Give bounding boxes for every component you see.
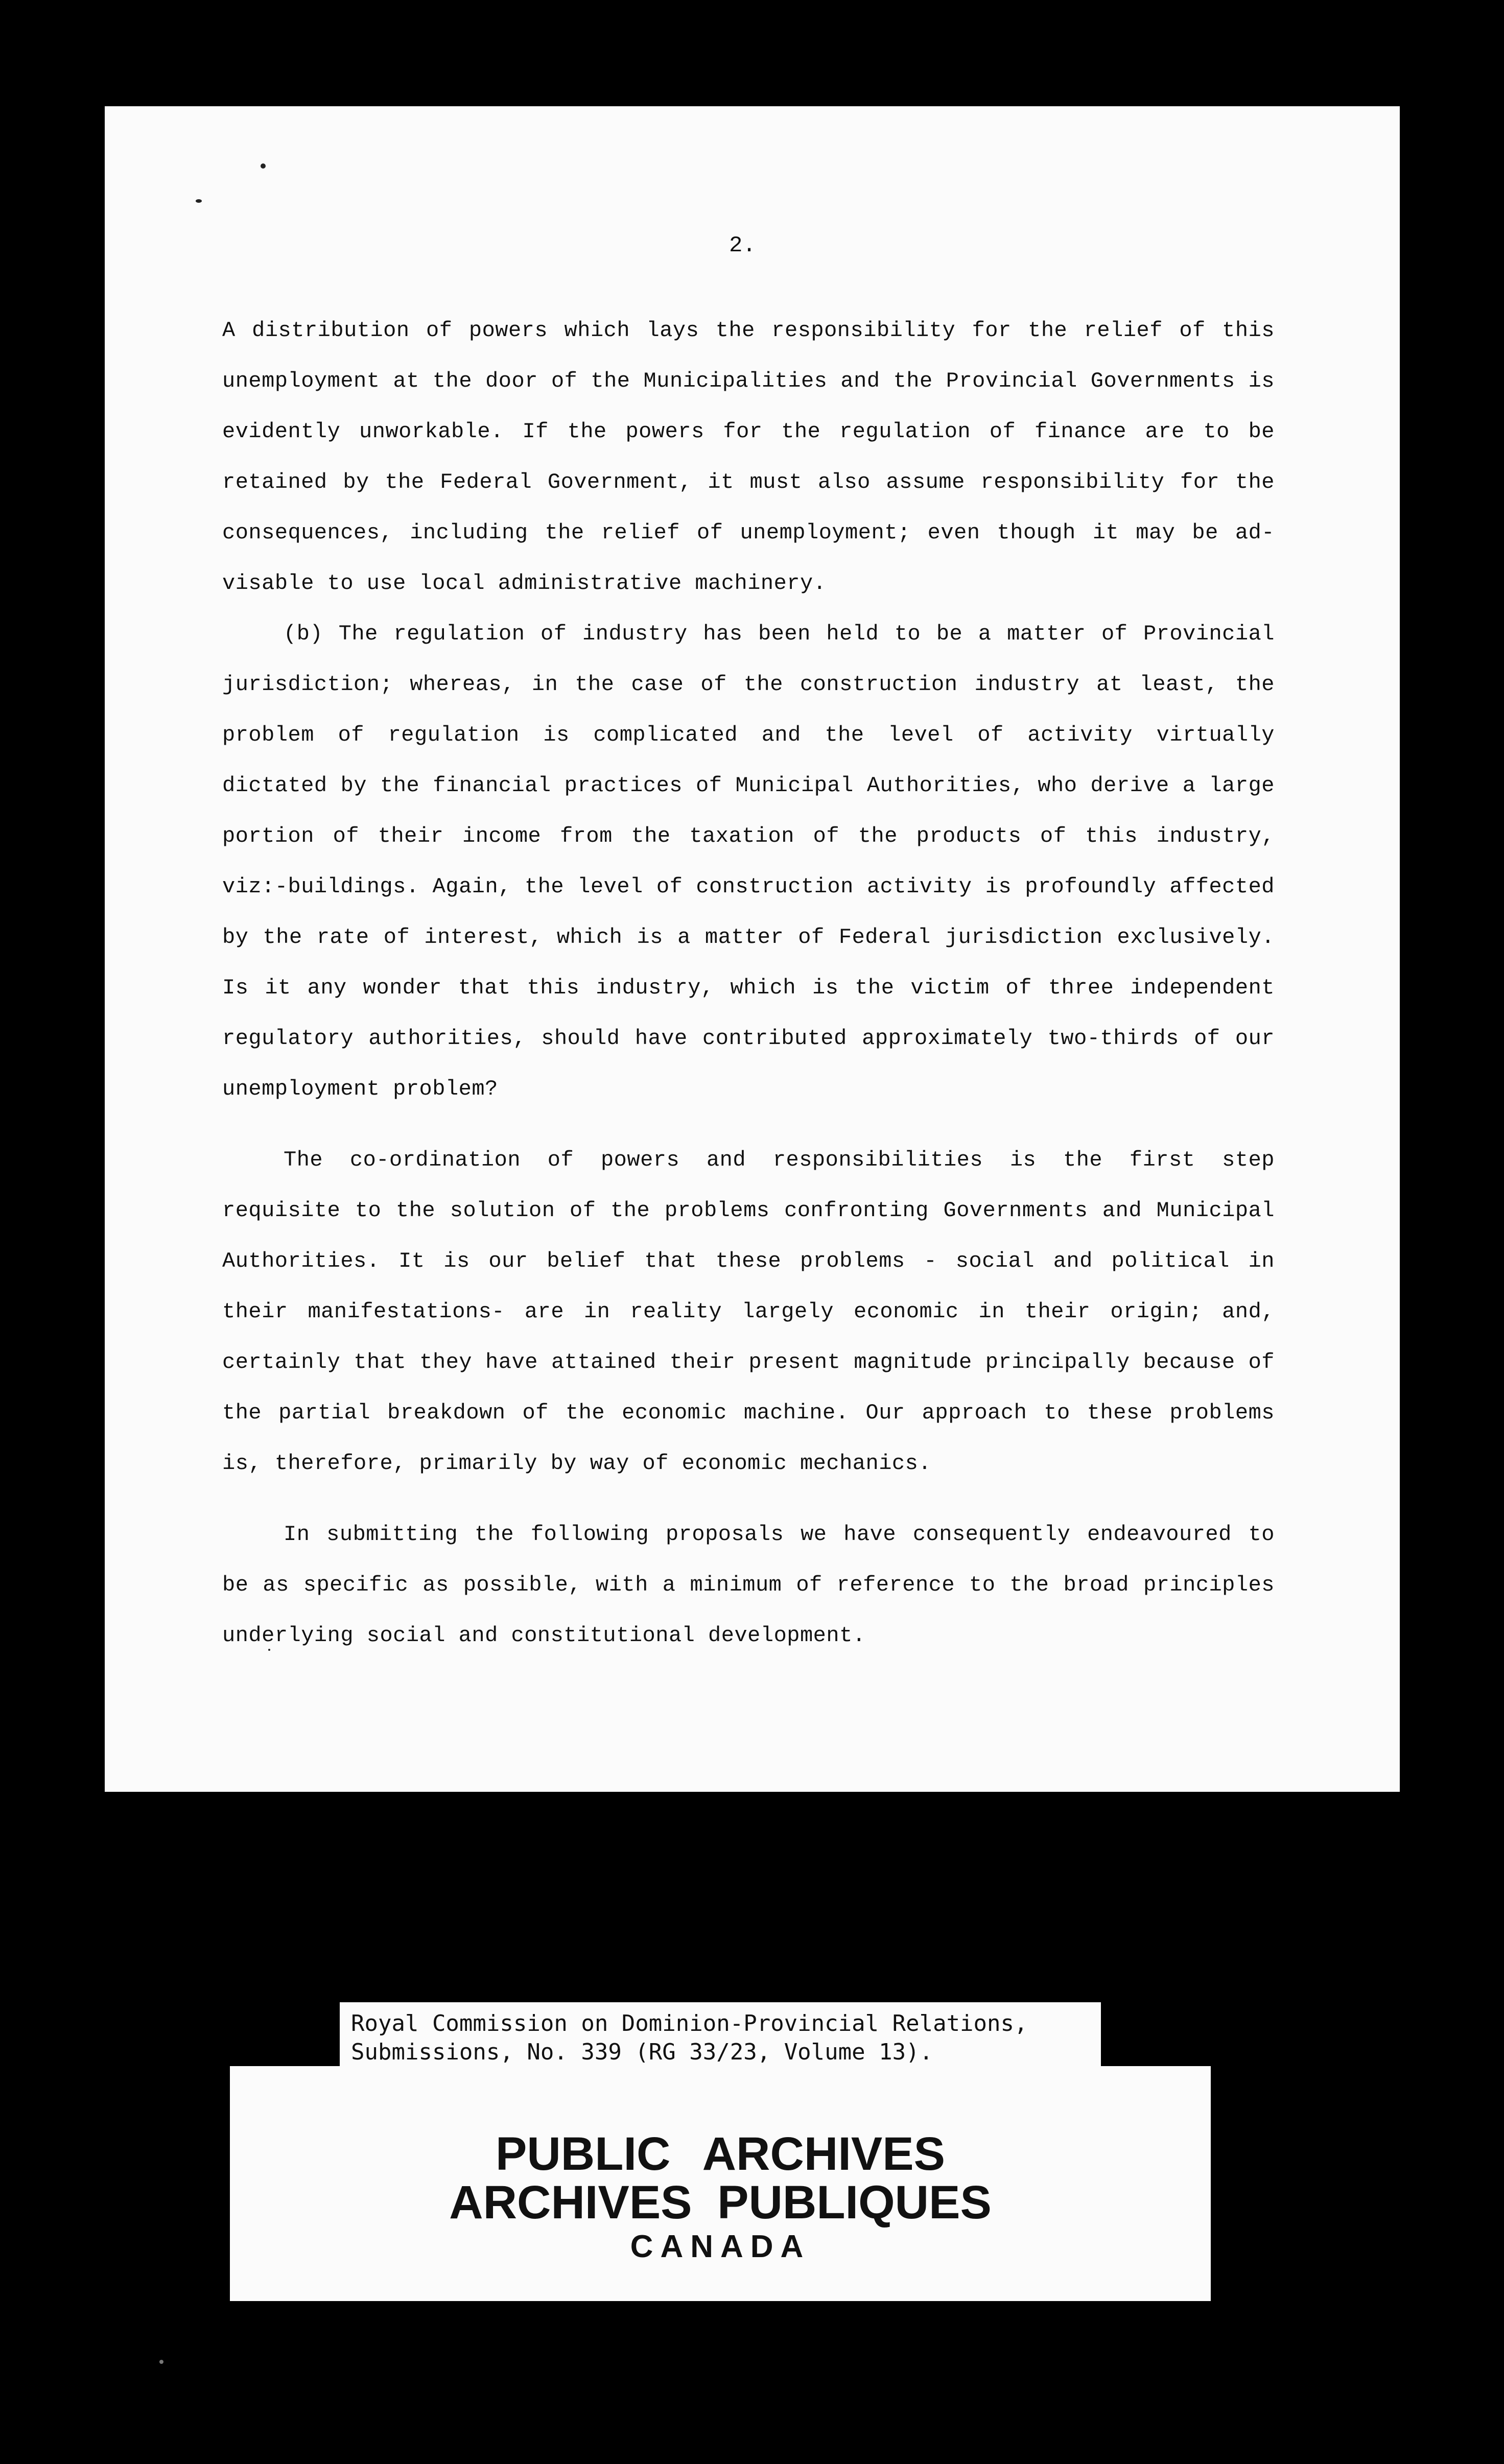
citation-line-1: Royal Commission on Dominion-Provincial Relations, — [351, 2010, 1028, 2036]
stamp-line-public-archives: PUBLIC ARCHIVES — [496, 2128, 945, 2180]
document-page — [105, 106, 1400, 1792]
paragraph-4: In submitting the following proposals we have consequently endeavoured to be as specific as possible, with a minimum of reference to the broad principles underlying social and constitutional development. — [222, 1522, 1275, 1648]
paragraph-2: (b) The regulation of industry has been held to be a matter of Provincial jurisdiction; whereas, in the case of the construction industry at least, the problem of regulation is complicated and the level of activity virtually dictated by the financial practices of Municipal Authorities, who derive a large portion of their income from the taxation of the products of this industry, viz:-buildings. Again, the level of construction activity is profoundly affected by the rate of interest, which is a matter of Federal jurisdiction exclusively. Is it any wonder that this industry, which is the victim of three independent regulatory authorities, should have contributed approximately two-thirds of our unemployment problem? — [222, 622, 1275, 1101]
paper-speck — [196, 199, 202, 203]
stamp-line-archives-publiques: ARCHIVES PUBLIQUES — [449, 2176, 992, 2229]
paragraph-3: The co-ordination of powers and responsibilities is the first step requisite to the solution of the problems confronting Governments and Municipal Authorities. It is our belief that these problems - social and political in their manifestations- are in reality largely economic in their origin; and, certainly that they have attained their present magnitude principally because of the partial breakdown of the economic machine. Our approach to these problems is, therefore, primarily by way of economic mechanics. — [222, 1148, 1275, 1476]
body-text — [222, 305, 1275, 1661]
archives-stamp — [230, 2066, 1211, 2301]
page-number: 2. — [729, 233, 756, 258]
paper-speck — [261, 163, 266, 169]
archival-citation-label — [340, 2002, 1101, 2069]
citation-line-2: Submissions, No. 339 (RG 33/23, Volume 13). — [351, 2039, 933, 2065]
film-speck — [159, 2360, 163, 2364]
stamp-line-canada: CANADA — [630, 2229, 811, 2264]
paragraph-1: A distribution of powers which lays the responsibility for the relief of this unemployment at the door of the Municipalities and the Provincial Governments is evidently unworkable. If the powers for the regulation of finance are to be retained by the Federal Government, it must also assume responsibility for the consequences, including the relief of unemployment; even though it may be ad-visable to use local administrative machinery. — [222, 318, 1275, 596]
